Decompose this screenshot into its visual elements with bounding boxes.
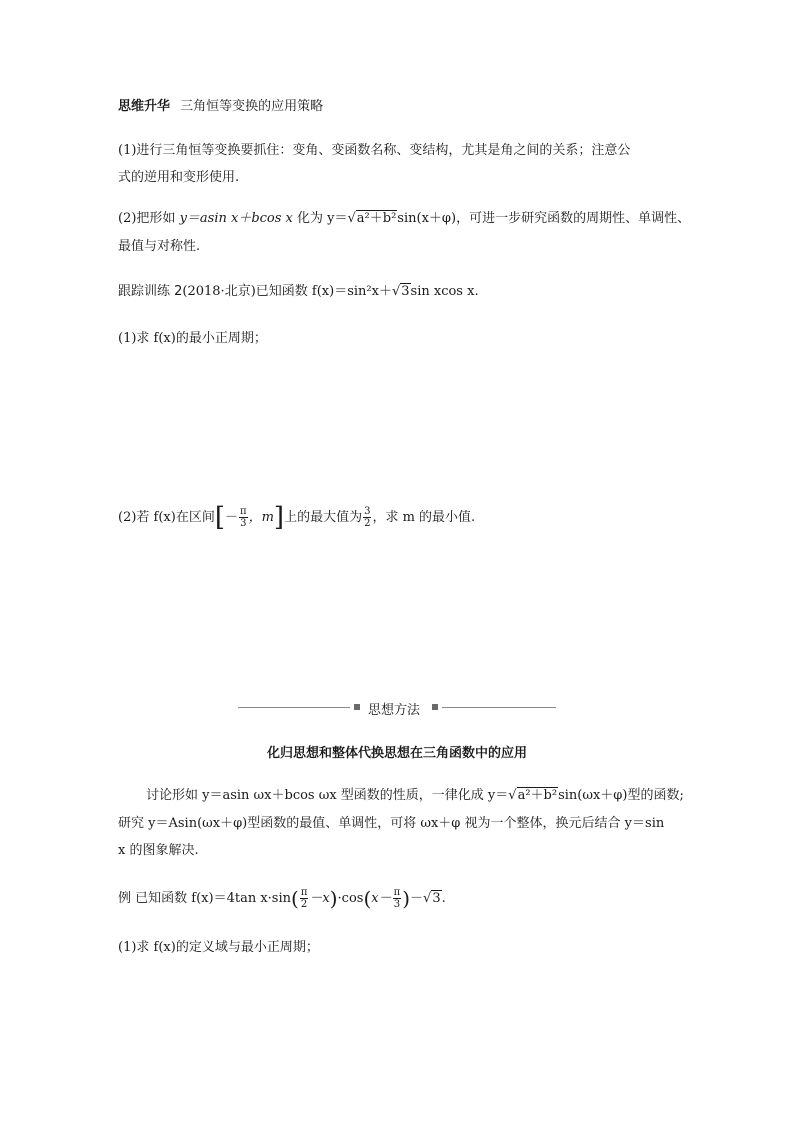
tip-title: 三角恒等变换的应用策略 xyxy=(180,99,324,114)
section-divider-right xyxy=(442,707,556,708)
left-bracket: [ xyxy=(214,502,225,533)
tip-paragraph-1: (1)进行三角恒等变换要抓住：变角、变函数名称、变结构，尤其是角之间的关系；注意公 xyxy=(118,143,631,158)
divider-square-right xyxy=(432,704,438,710)
fraction-3-over-2: $\frac{3}{2}$ xyxy=(364,506,371,529)
tip-paragraph-1-cont: 式的逆用和变形使用. xyxy=(118,170,240,185)
formula-asin-bcos: y＝asin x＋bcos x xyxy=(179,211,293,226)
exercise-stem: 跟踪训练 2(2018·北京)已知函数 f(x)＝sin²x＋√3sin xcos x. xyxy=(118,284,479,299)
tip-paragraph-2: (2)把形如 y＝asin x＋bcos x 化为 y＝√a²＋b²sin(x＋φ)，可进一步研究函数的周期性、单调性、 xyxy=(118,211,691,226)
tip-heading-line xyxy=(118,95,323,114)
exercise-question-2: (2)若 f(x)在区间[－ $\frac{\pi}{3}$ ，m]上的最大值为 $\frac{3}{2}$ ，求 m 的最小值. xyxy=(118,502,476,533)
example-stem: 例 已知函数 f(x)＝4tan x·sin( $\frac{\pi}{2}$ －x)·cos(x－ $\frac{\pi}{3}$ )－√3. xyxy=(118,886,446,911)
fraction-pi-over-3-b: $\frac{\pi}{3}$ xyxy=(393,887,401,910)
example-label: 例 xyxy=(118,891,132,906)
tip-paragraph-2-cont: 最值与对称性. xyxy=(118,239,201,254)
tip-heading: 思维升华 xyxy=(118,99,171,114)
section-paragraph-3: x 的图象解决. xyxy=(118,843,199,858)
section-paragraph-2: 研究 y＝Asin(ωx＋φ)型函数的最值、单调性，可将 ωx＋φ 视为一个整体，换元后结合 y＝sin xyxy=(118,816,665,831)
section-paragraph-1: 讨论形如 y＝asin ωx＋bcos ωx 型函数的性质，一律化成 y＝√a²＋b²sin(ωx＋φ)型的函数; xyxy=(146,788,684,803)
section-divider-left xyxy=(238,707,350,708)
sqrt-a2-b2: a²＋b² xyxy=(356,211,397,226)
section-label: 思想方法 xyxy=(368,703,421,718)
exercise-label: 跟踪训练 2 xyxy=(118,284,183,299)
example-question-1: (1)求 f(x)的定义域与最小正周期； xyxy=(118,940,319,955)
exercise-question-1: (1)求 f(x)的最小正周期； xyxy=(118,331,267,346)
exercise-source: (2018·北京) xyxy=(182,284,256,299)
right-bracket: ] xyxy=(273,502,285,533)
divider-square-left xyxy=(354,704,360,710)
section-title: 化归思想和整体代换思想在三角函数中的应用 xyxy=(266,746,527,761)
fraction-pi-over-3: $\frac{\pi}{3}$ xyxy=(240,506,247,529)
fraction-pi-over-2: $\frac{\pi}{2}$ xyxy=(300,887,308,910)
